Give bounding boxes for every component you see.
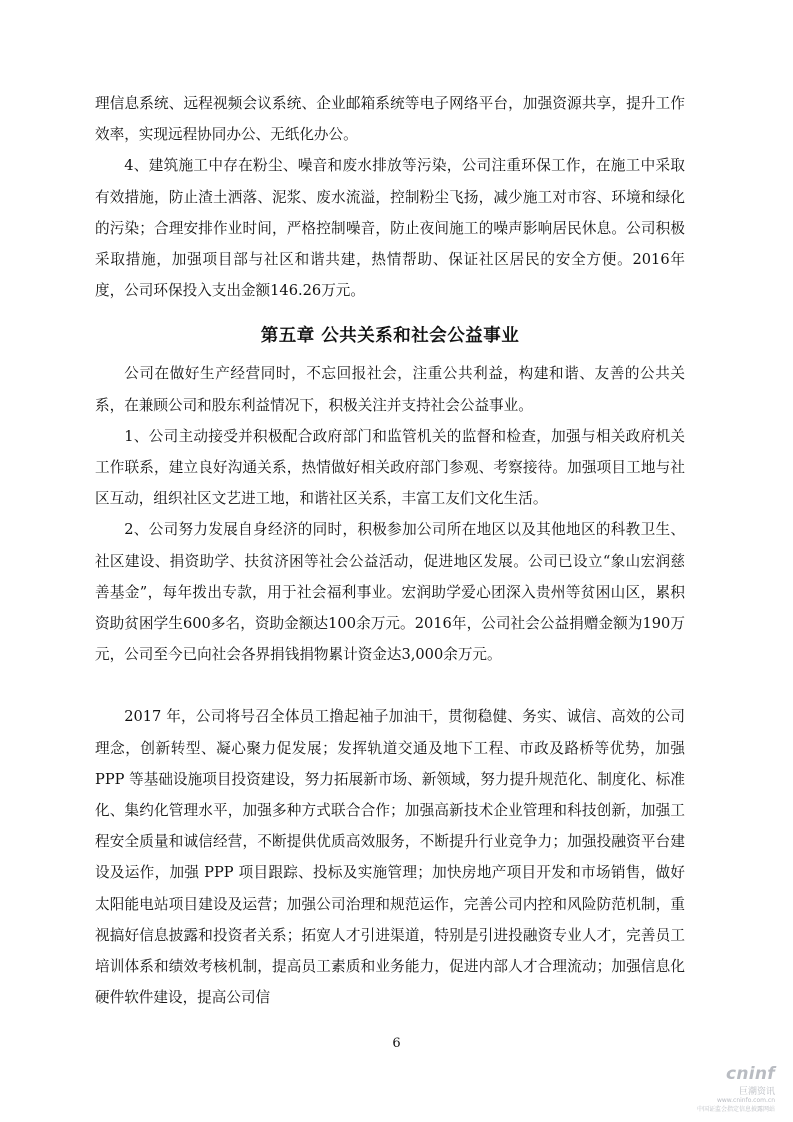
paragraph-environment: 4、建筑施工中存在粉尘、噪音和废水排放等污染，公司注重环保工作，在施工中采取有效措施，防止渣土洒落、泥浆、废水流溢，控制粉尘飞扬，减少施工对市容、环境和绿化的污染；合理安排作业时间，严格控制噪音，防止夜间施工的噪声影响居民休息。公司积极采取措施，加强项目部与社区和谐共建，热情帮助、保证社区居民的安全方便。2016年度，公司环保投入支出金额146.26万元。 xyxy=(95,157,685,300)
paragraph-spacer xyxy=(95,670,685,701)
page-content xyxy=(95,88,685,1013)
paragraph-government-relations: 1、公司主动接受并积极配合政府部门和监管机关的监督和检查，加强与相关政府机关工作联系，建立良好沟通关系，热情做好相关政府部门参观、考察接待。加强项目工地与社区互动，组织社区文艺进工地，和谐社区关系，丰富工友们文化生活。 xyxy=(95,427,685,508)
chapter-heading: 第五章 公共关系和社会公益事业 xyxy=(260,326,520,347)
cninfo-logo: cninf xyxy=(725,1064,775,1084)
paragraph-public-relations-intro: 公司在做好生产经营同时，不忘回报社会，注重公共利益，构建和谐、友善的公共关系，在兼顾公司和股东利益情况下，积极关注并支持社会公益事业。 xyxy=(95,365,685,414)
cninfo-name: 巨潮资讯 xyxy=(738,1087,775,1097)
cninfo-watermark xyxy=(697,1064,775,1113)
paragraph-continued: 理信息系统、远程视频会议系统、企业邮箱系统等电子网络平台，加强资源共享，提升工作效率，实现远程协同办公、无纸化办公。 xyxy=(95,95,685,144)
cninfo-url: www.cninfo.com.cn xyxy=(716,1097,775,1104)
page-number: 6 xyxy=(392,1036,401,1051)
paragraph-public-welfare: 2、公司努力发展自身经济的同时，积极参加公司所在地区以及其他地区的科教卫生、社区建设、捐资助学、扶贫济困等社会公益活动，促进地区发展。公司已设立“象山宏润慈善基金”，每年拨出专款，用于社会福利事业。宏润助学爱心团深入贵州等贫困山区，累积资助贫困学生600多名，资助金额达100余万元。2016年，公司社会公益捐赠金额为190万元，公司至今已向社会各界捐钱捐物累计资金达3,000余万元。 xyxy=(95,521,685,664)
cninfo-tagline: 中国证监会指定信息披露网站 xyxy=(696,1106,775,1113)
paragraph-2017-outlook: 2017 年，公司将号召全体员工撸起袖子加油干，贯彻稳健、务实、诚信、高效的公司理念，创新转型、凝心聚力促发展；发挥轨道交通及地下工程、市政及路桥等优势，加强 PPP 等基础设施项目投资建设，努力拓展新市场、新领域，努力提升规范化、制度化、标准化、集约化管理水平，加强多种方式联合合作；加强高新技术企业管理和科技创新，加强工程安全质量和诚信经营，不断提供优质高效服务，不断提升行业竞争力；加强投融资平台建设及运作，加强 PPP 项目跟踪、投标及实施管理；加快房地产项目开发和市场销售，做好太阳能电站项目建设及运营；加强公司治理和规范运作，完善公司内控和风险防范机制，重视搞好信息披露和投资者关系；拓宽人才引进渠道，特别是引进投融资专业人才，完善员工培训体系和绩效考核机制，提高员工素质和业务能力，促进内部人才合理流动；加强信息化硬件软件建设，提高公司信 xyxy=(95,708,685,1007)
